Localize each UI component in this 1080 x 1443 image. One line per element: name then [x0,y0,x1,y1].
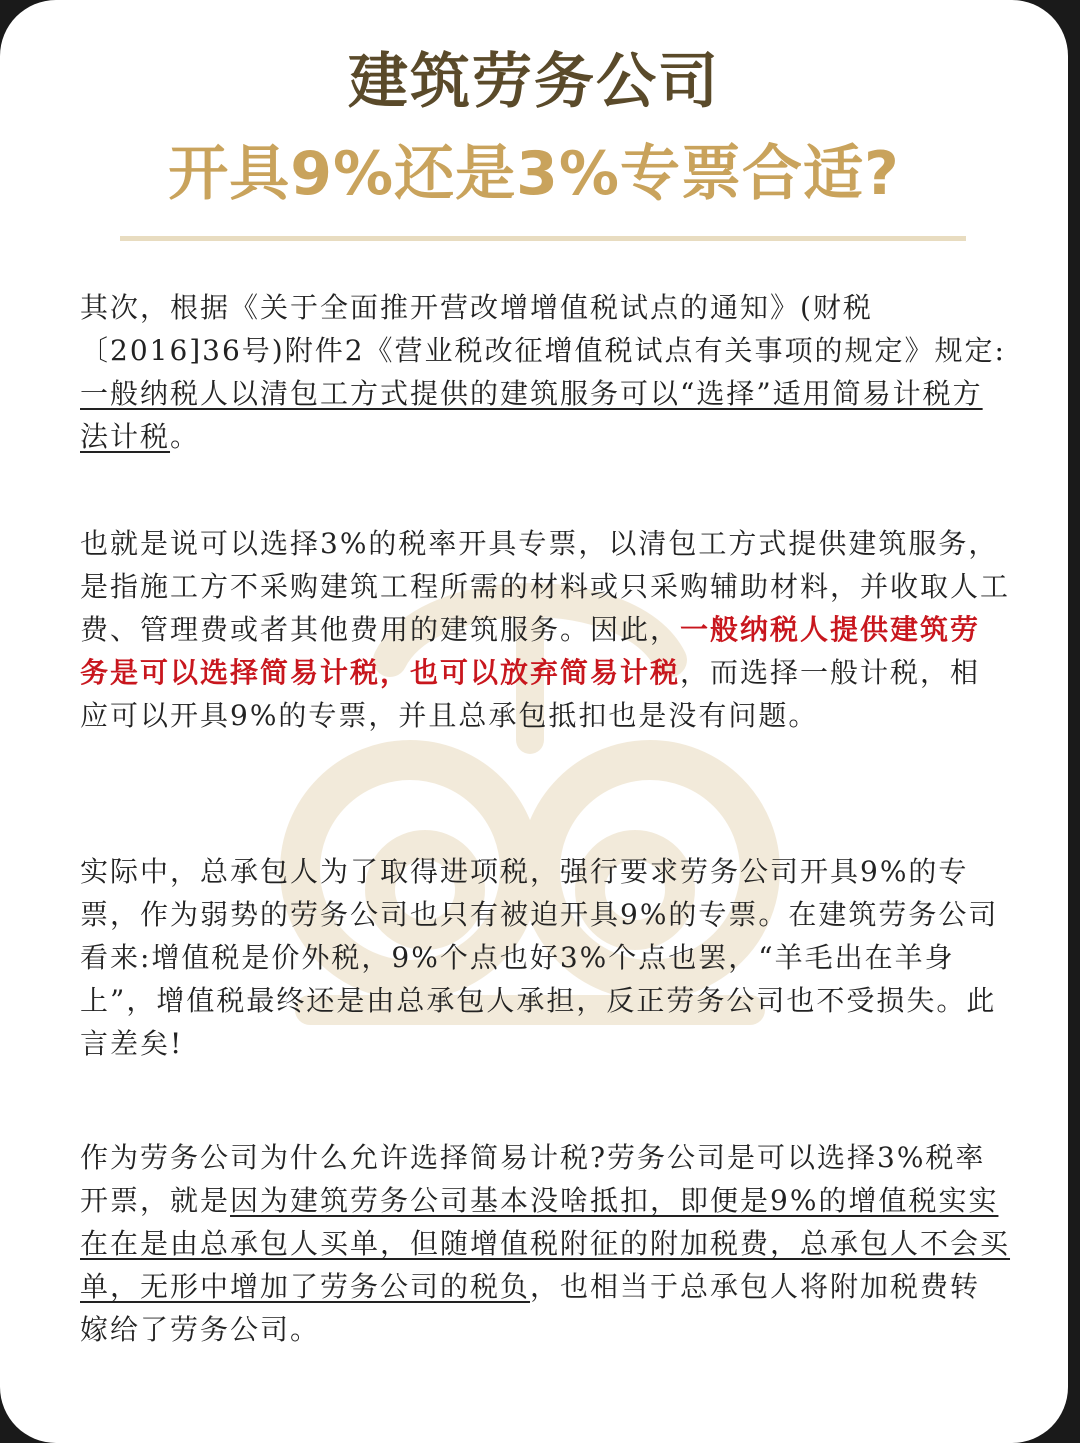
paragraph-4-text2: ，也相当于总承包人将附加税费转嫁给了劳务公司。 [80,1270,981,1346]
title-block [0,40,1068,216]
paragraph-1-end: 。 [170,420,201,453]
paragraph-2-text2: ，而选择一般计税，相应可以开具9%的专票，并且总承包抵扣也是没有问题。 [80,656,981,732]
paragraph-4-underlined: 因为建筑劳务公司基本没啥抵扣，即便是9%的增值税实实在在是由总承包人买单，但随增值税附征的附加税费，总承包人不会买单，无形中增加了劳务公司的税负 [80,1184,1011,1303]
page-subtitle: 开具9%还是3%专票合适? [168,139,900,209]
paragraph-3 [80,850,1010,1065]
paragraph-3-text: 实际中，总承包人为了取得进项税，强行要求劳务公司开具9%的专票，作为弱势的劳务公司也只有被迫开具9%的专票。在建筑劳务公司看来:增值税是价外税，9%个点也好3%个点也罢，“羊毛出在羊身上”，增值税最终还是由总承包人承担，反正劳务公司也不受损失。此言差矣! [80,855,999,1060]
paragraph-4 [80,1136,1010,1351]
paragraph-2 [80,522,1010,737]
paragraph-1-underlined: 一般纳税人以清包工方式提供的建筑服务可以“选择”适用简易计税方法计税 [80,377,983,453]
paragraph-4-text1: 作为劳务公司为什么允许选择简易计税?劳务公司是可以选择3%税率开票，就是 [80,1141,986,1217]
paragraph-1 [80,286,1010,458]
paragraph-2-text1: 也就是说可以选择3%的税率开具专票，以清包工方式提供建筑服务，是指施工方不采购建筑工程所需的材料或只采购辅助材料，并收取人工费、管理费或者其他费用的建筑服务。因此， [80,527,1011,646]
page-title: 建筑劳务公司 [348,47,720,117]
paragraph-1-intro: 其次，根据《关于全面推开营改增增值税试点的通知》(财税〔2016]36号)附件2《营业税改征增值税试点有关事项的规定》规定: [80,291,1006,367]
title-divider [120,236,966,241]
paragraph-2-highlight: 一般纳税人提供建筑劳务是可以选择简易计税，也可以放弃简易计税 [80,613,981,689]
